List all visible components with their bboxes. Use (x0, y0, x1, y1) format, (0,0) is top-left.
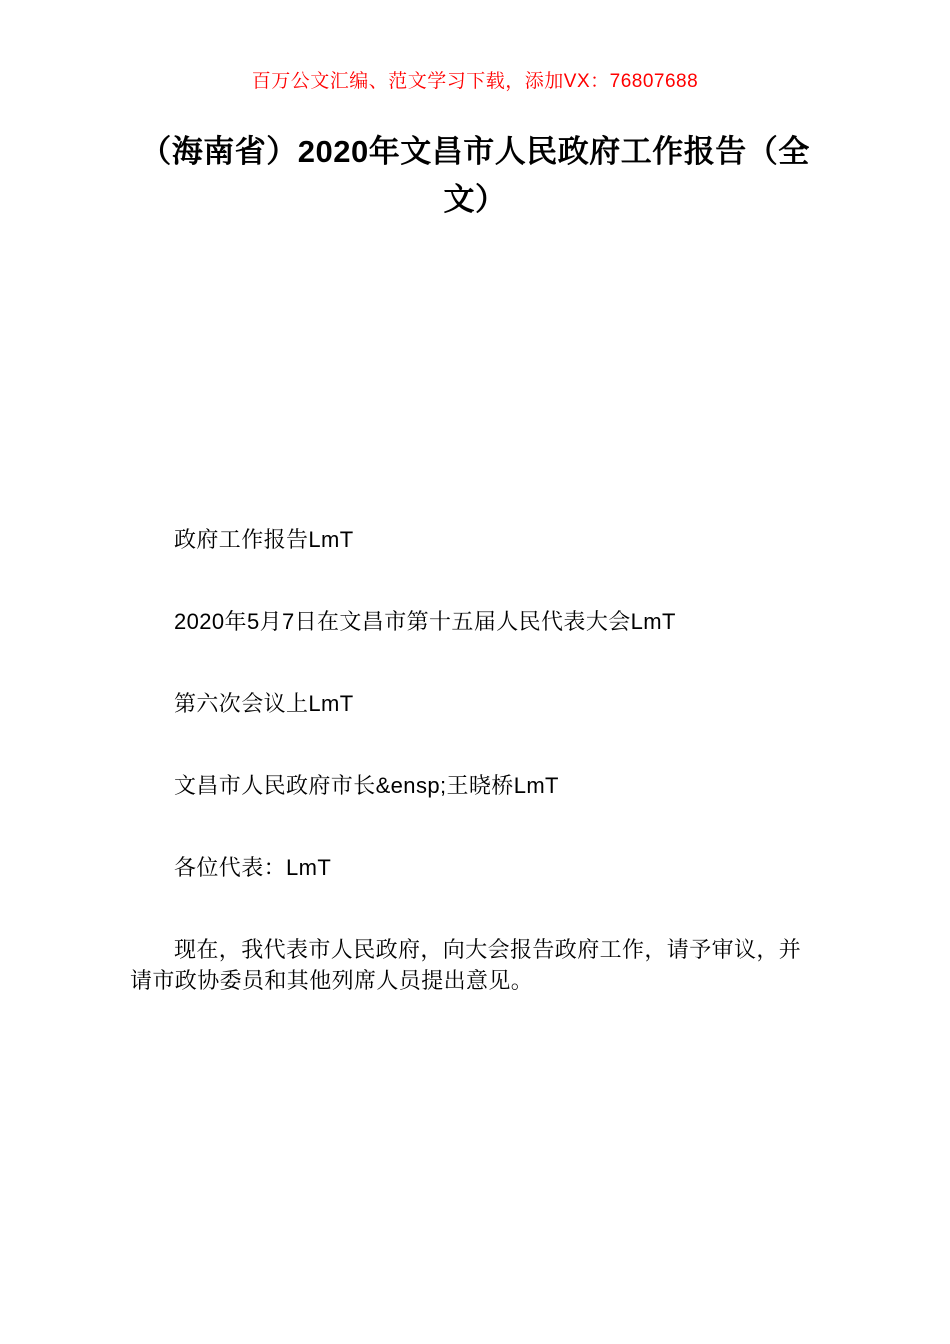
paragraph: 政府工作报告LmT (174, 527, 354, 553)
paragraph: 各位代表：LmT (174, 854, 332, 880)
watermark-banner: 百万公文汇编、范文学习下载，添加VX：76807688 (251, 71, 699, 92)
page-title: （海南省）2020年文昌市人民政府工作报告（全文） (140, 134, 810, 218)
paragraph: 第六次会议上LmT (174, 690, 354, 716)
document-body (130, 524, 820, 997)
paragraph: 现在，我代表市人民政府，向大会报告政府工作，请予审议，并请市政协委员和其他列席人员提出意见。 (130, 936, 802, 994)
paragraph: 2020年5月7日在文昌市第十五届人民代表大会LmT (174, 608, 676, 634)
paragraph: 文昌市人民政府市长&ensp;王晓桥LmT (174, 772, 559, 798)
